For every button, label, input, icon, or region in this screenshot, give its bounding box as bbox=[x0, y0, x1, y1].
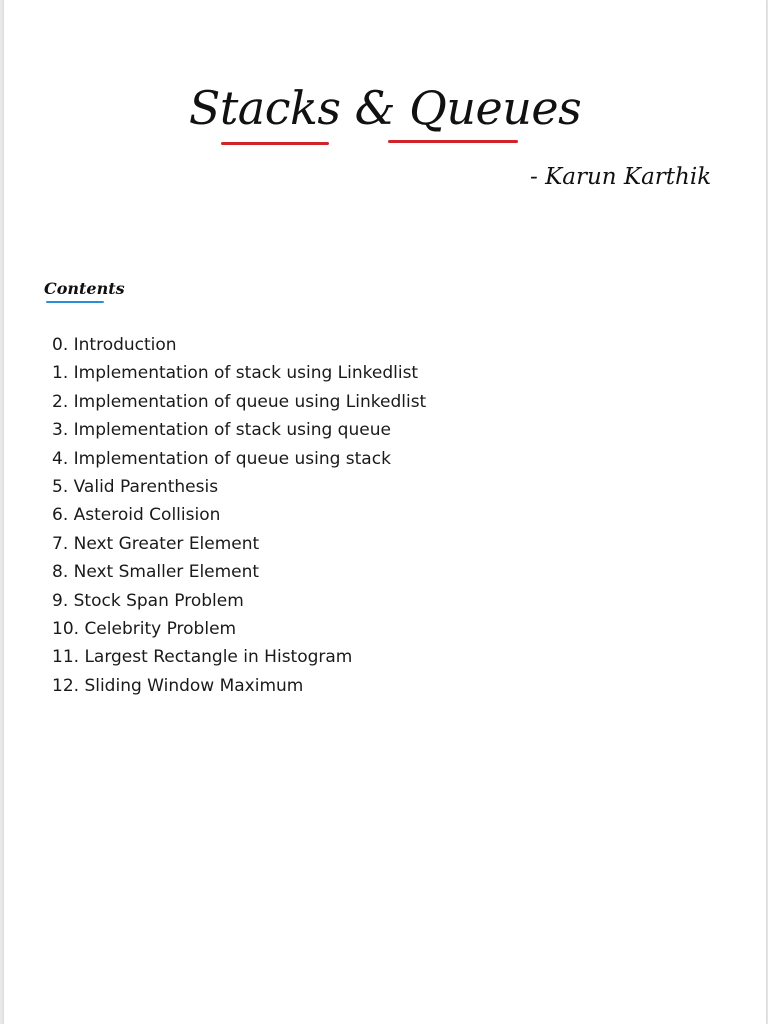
table-of-contents bbox=[52, 331, 426, 700]
toc-item-valid-parenthesis: 5. Valid Parenthesis bbox=[52, 477, 219, 498]
toc-item-asteroid-collision: 6. Asteroid Collision bbox=[52, 505, 221, 526]
toc-item-celebrity-problem: 10. Celebrity Problem bbox=[52, 619, 237, 640]
toc-item-largest-rectangle-histogram: 11. Largest Rectangle in Histogram bbox=[52, 647, 353, 668]
toc-item-stack-using-linkedlist: 1. Implementation of stack using Linkedlist bbox=[52, 363, 419, 384]
document-page bbox=[4, 0, 766, 1024]
toc-item-next-smaller-element: 8. Next Smaller Element bbox=[52, 562, 260, 583]
document-title: Stacks & Queues bbox=[188, 81, 582, 135]
title-underline-right bbox=[388, 140, 518, 143]
title-underline-left bbox=[221, 142, 329, 145]
toc-item-sliding-window-maximum: 12. Sliding Window Maximum bbox=[52, 675, 304, 696]
toc-item-queue-using-stack: 4. Implementation of queue using stack bbox=[52, 448, 391, 469]
author-name: - Karun Karthik bbox=[530, 164, 712, 190]
toc-item-queue-using-linkedlist: 2. Implementation of queue using Linkedlist bbox=[52, 391, 427, 412]
contents-heading: Contents bbox=[44, 279, 125, 298]
contents-underline bbox=[46, 301, 104, 303]
toc-item-next-greater-element: 7. Next Greater Element bbox=[52, 533, 260, 554]
toc-item-introduction: 0. Introduction bbox=[52, 335, 177, 355]
toc-item-stack-using-queue: 3. Implementation of stack using queue bbox=[52, 420, 391, 441]
toc-item-stock-span-problem: 9. Stock Span Problem bbox=[52, 590, 244, 611]
